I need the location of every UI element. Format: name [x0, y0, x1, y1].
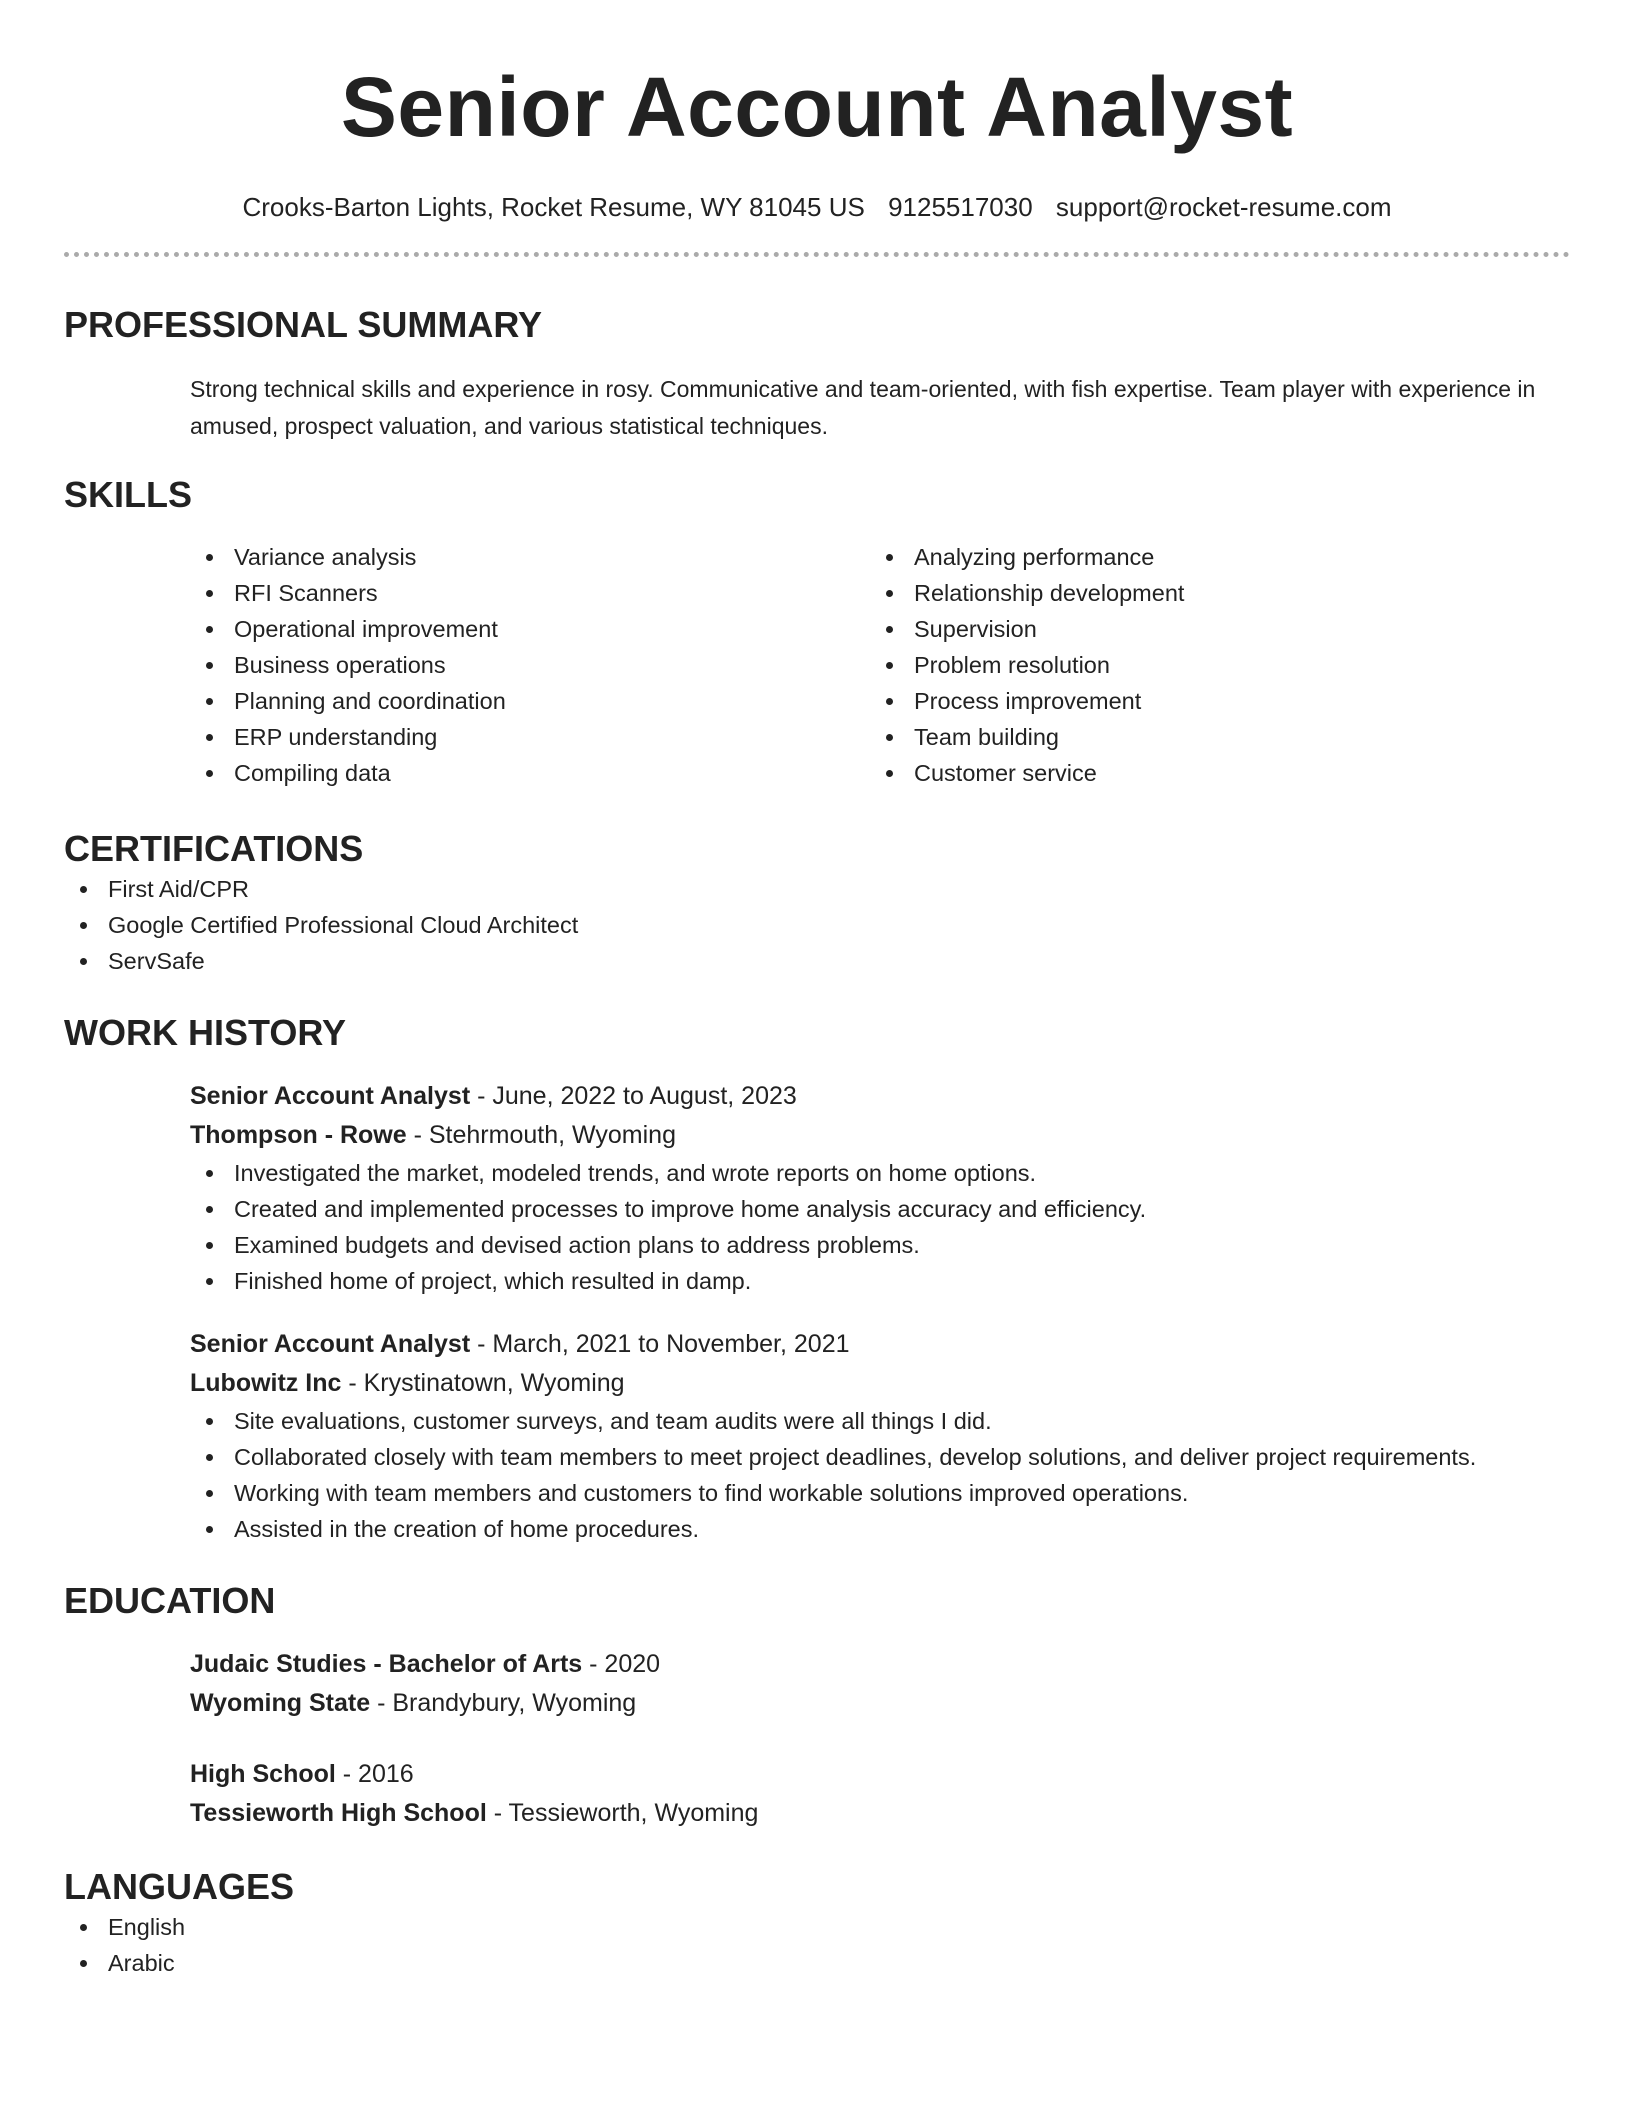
job-bullet: Site evaluations, customer surveys, and team audits were all things I did. [190, 1403, 1570, 1439]
job-location: - Krystinatown, Wyoming [341, 1369, 625, 1397]
education-school-line [190, 1684, 1570, 1723]
job-bullet: Investigated the market, modeled trends, and wrote reports on home options. [190, 1155, 1570, 1191]
education-year: - 2020 [582, 1650, 661, 1678]
job-dates: - March, 2021 to November, 2021 [470, 1330, 850, 1358]
certification-item: First Aid/CPR [64, 871, 1570, 907]
job-bullet: Examined budgets and devised action plans to address problems. [190, 1227, 1570, 1263]
language-item: English [64, 1909, 1570, 1945]
education-degree: Judaic Studies - Bachelor of Arts [190, 1650, 583, 1678]
job-bullet: Created and implemented processes to improve home analysis accuracy and efficiency. [190, 1191, 1570, 1227]
section-skills [64, 473, 1570, 791]
languages-list [64, 1909, 1570, 1981]
skill-item: Compiling data [190, 755, 870, 791]
skill-item: Operational improvement [190, 611, 870, 647]
education-school: Tessieworth High School [190, 1799, 487, 1827]
skill-item: Process improvement [870, 683, 1550, 719]
job-entry [190, 1077, 1570, 1299]
job-company-line [190, 1116, 1570, 1155]
header-divider [64, 252, 1570, 257]
section-certifications [64, 827, 1570, 979]
contact-address: Crooks-Barton Lights, Rocket Resume, WY 81045 US [242, 192, 865, 222]
contact-phone: 9125517030 [888, 192, 1033, 222]
language-item: Arabic [64, 1945, 1570, 1981]
skill-item: ERP understanding [190, 719, 870, 755]
resume-title: Senior Account Analyst [340, 60, 1294, 154]
section-heading-languages: LANGUAGES [64, 1866, 295, 1907]
job-bullet: Finished home of project, which resulted in damp. [190, 1263, 1570, 1299]
certification-item: ServSafe [64, 943, 1570, 979]
education-degree-line [190, 1645, 1570, 1684]
skill-item: Planning and coordination [190, 683, 870, 719]
section-heading-certifications: CERTIFICATIONS [64, 828, 364, 869]
skill-item: Analyzing performance [870, 539, 1550, 575]
section-heading-skills: SKILLS [64, 474, 193, 515]
section-work-history [64, 1011, 1570, 1547]
job-title-line [190, 1325, 1570, 1364]
skill-item: Relationship development [870, 575, 1550, 611]
section-heading-summary: PROFESSIONAL SUMMARY [64, 304, 543, 345]
contact-email: support@rocket-resume.com [1055, 192, 1392, 222]
education-year: - 2016 [335, 1760, 414, 1788]
skills-grid [190, 539, 1570, 791]
skill-item: RFI Scanners [190, 575, 870, 611]
skills-column-right [870, 539, 1550, 791]
education-degree-line [190, 1755, 1570, 1794]
section-heading-education: EDUCATION [64, 1580, 276, 1621]
skill-item: Supervision [870, 611, 1550, 647]
skill-item: Customer service [870, 755, 1550, 791]
skill-item: Variance analysis [190, 539, 870, 575]
education-degree: High School [190, 1760, 336, 1788]
education-entry [190, 1755, 1570, 1833]
job-title-line [190, 1077, 1570, 1116]
section-languages [64, 1865, 1570, 1981]
section-education [64, 1579, 1570, 1833]
education-school-line [190, 1794, 1570, 1833]
education-location: - Tessieworth, Wyoming [486, 1799, 759, 1827]
skill-item: Business operations [190, 647, 870, 683]
section-heading-work-history: WORK HISTORY [64, 1012, 347, 1053]
job-company: Thompson - Rowe [190, 1121, 407, 1149]
job-bullet: Working with team members and customers to find workable solutions improved operations. [190, 1475, 1570, 1511]
summary-text: Strong technical skills and experience in rosy. Communicative and team-oriented, with fish expertise. Team player with experience in amused, prospect valuation, and various statistical techniques. [190, 376, 1536, 439]
job-company-line [190, 1364, 1570, 1403]
job-company: Lubowitz Inc [190, 1369, 342, 1397]
certifications-list [64, 871, 1570, 979]
education-entry [190, 1645, 1570, 1723]
job-bullets [190, 1155, 1570, 1299]
education-location: - Brandybury, Wyoming [370, 1689, 637, 1717]
contact-line [64, 190, 1570, 224]
job-title: Senior Account Analyst [190, 1082, 471, 1110]
skill-item: Team building [870, 719, 1550, 755]
job-location: - Stehrmouth, Wyoming [406, 1121, 676, 1149]
job-bullet: Collaborated closely with team members to meet project deadlines, develop solutions, and deliver project requirements. [190, 1439, 1570, 1475]
skill-item: Problem resolution [870, 647, 1550, 683]
job-bullet: Assisted in the creation of home procedures. [190, 1511, 1570, 1547]
job-title: Senior Account Analyst [190, 1330, 471, 1358]
certification-item: Google Certified Professional Cloud Architect [64, 907, 1570, 943]
job-entry [190, 1325, 1570, 1547]
job-bullets [190, 1403, 1570, 1547]
education-school: Wyoming State [190, 1689, 371, 1717]
job-dates: - June, 2022 to August, 2023 [470, 1082, 797, 1110]
section-summary [64, 303, 1570, 445]
skills-column-left [190, 539, 870, 791]
